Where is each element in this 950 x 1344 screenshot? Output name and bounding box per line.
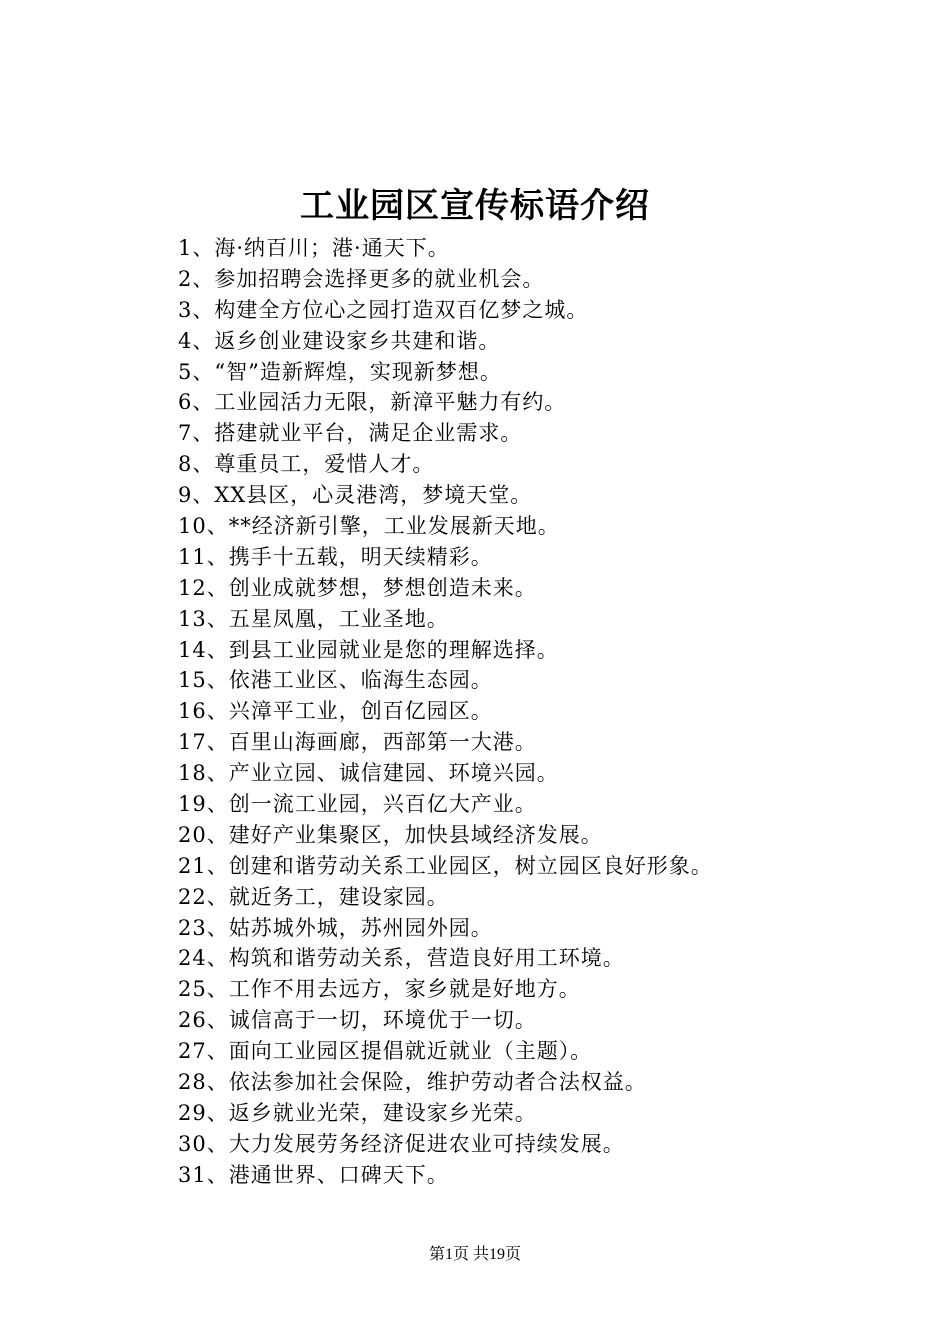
slogan-item: 11、携手十五载，明天续精彩。 <box>178 544 493 569</box>
slogan-item: 2、参加招聘会选择更多的就业机会。 <box>178 266 545 291</box>
slogan-item: 7、搭建就业平台，满足企业需求。 <box>178 421 523 446</box>
slogan-item: 5、“智”造新辉煌，实现新梦想。 <box>178 359 502 384</box>
slogan-item: 8、尊重员工，爱惜人才。 <box>178 452 435 477</box>
slogan-item: 14、到县工业园就业是您的理解选择。 <box>178 637 559 662</box>
slogan-item: 17、百里山海画廊，西部第一大港。 <box>178 730 537 755</box>
slogan-item: 19、创一流工业园，兴百亿大产业。 <box>178 792 537 817</box>
slogan-item: 12、创业成就梦想，梦想创造未来。 <box>178 575 537 600</box>
slogan-item: 28、依法参加社会保险，维护劳动者合法权益。 <box>178 1070 647 1095</box>
slogan-item: 4、返乡创业建设家乡共建和谐。 <box>178 328 501 353</box>
slogan-item: 21、创建和谐劳动关系工业园区，树立园区良好形象。 <box>178 853 713 878</box>
page-number-footer: 第1页 共19页 <box>428 1246 521 1263</box>
document-title: 工业园区宣传标语介绍 <box>300 186 650 226</box>
slogan-item: 24、构筑和谐劳动关系，营造良好用工环境。 <box>178 946 625 971</box>
slogan-item: 1、海·纳百川；港·通天下。 <box>178 236 450 260</box>
slogan-list <box>178 233 878 1191</box>
slogan-item: 20、建好产业集聚区，加快县域经济发展。 <box>178 822 603 847</box>
slogan-item: 3、构建全方位心之园打造双百亿梦之城。 <box>178 297 589 322</box>
slogan-item: 13、五星凤凰，工业圣地。 <box>178 606 449 631</box>
slogan-item: 25、工作不用去远方，家乡就是好地方。 <box>178 977 581 1002</box>
slogan-item: 22、就近务工，建设家园。 <box>178 884 449 909</box>
slogan-item: 9、XX县区，心灵港湾，梦境天堂。 <box>178 483 533 508</box>
slogan-item: 27、面向工业园区提倡就近就业（主题）。 <box>178 1039 593 1064</box>
slogan-item: 31、港通世界、口碑天下。 <box>178 1162 449 1187</box>
slogan-item: 29、返乡就业光荣，建设家乡光荣。 <box>178 1100 537 1125</box>
slogan-item: 15、依港工业区、临海生态园。 <box>178 668 493 693</box>
slogan-item: 6、工业园活力无限，新漳平魅力有约。 <box>178 390 567 415</box>
slogan-item: 23、姑苏城外城，苏州园外园。 <box>178 915 493 940</box>
slogan-item: 26、诚信高于一切，环境优于一切。 <box>178 1008 537 1033</box>
slogan-item: 18、产业立园、诚信建园、环境兴园。 <box>178 761 559 786</box>
slogan-item: 16、兴漳平工业，创百亿园区。 <box>178 699 493 724</box>
slogan-item: 30、大力发展劳务经济促进农业可持续发展。 <box>178 1131 625 1156</box>
slogan-item: 10、**经济新引擎，工业发展新天地。 <box>178 514 560 539</box>
